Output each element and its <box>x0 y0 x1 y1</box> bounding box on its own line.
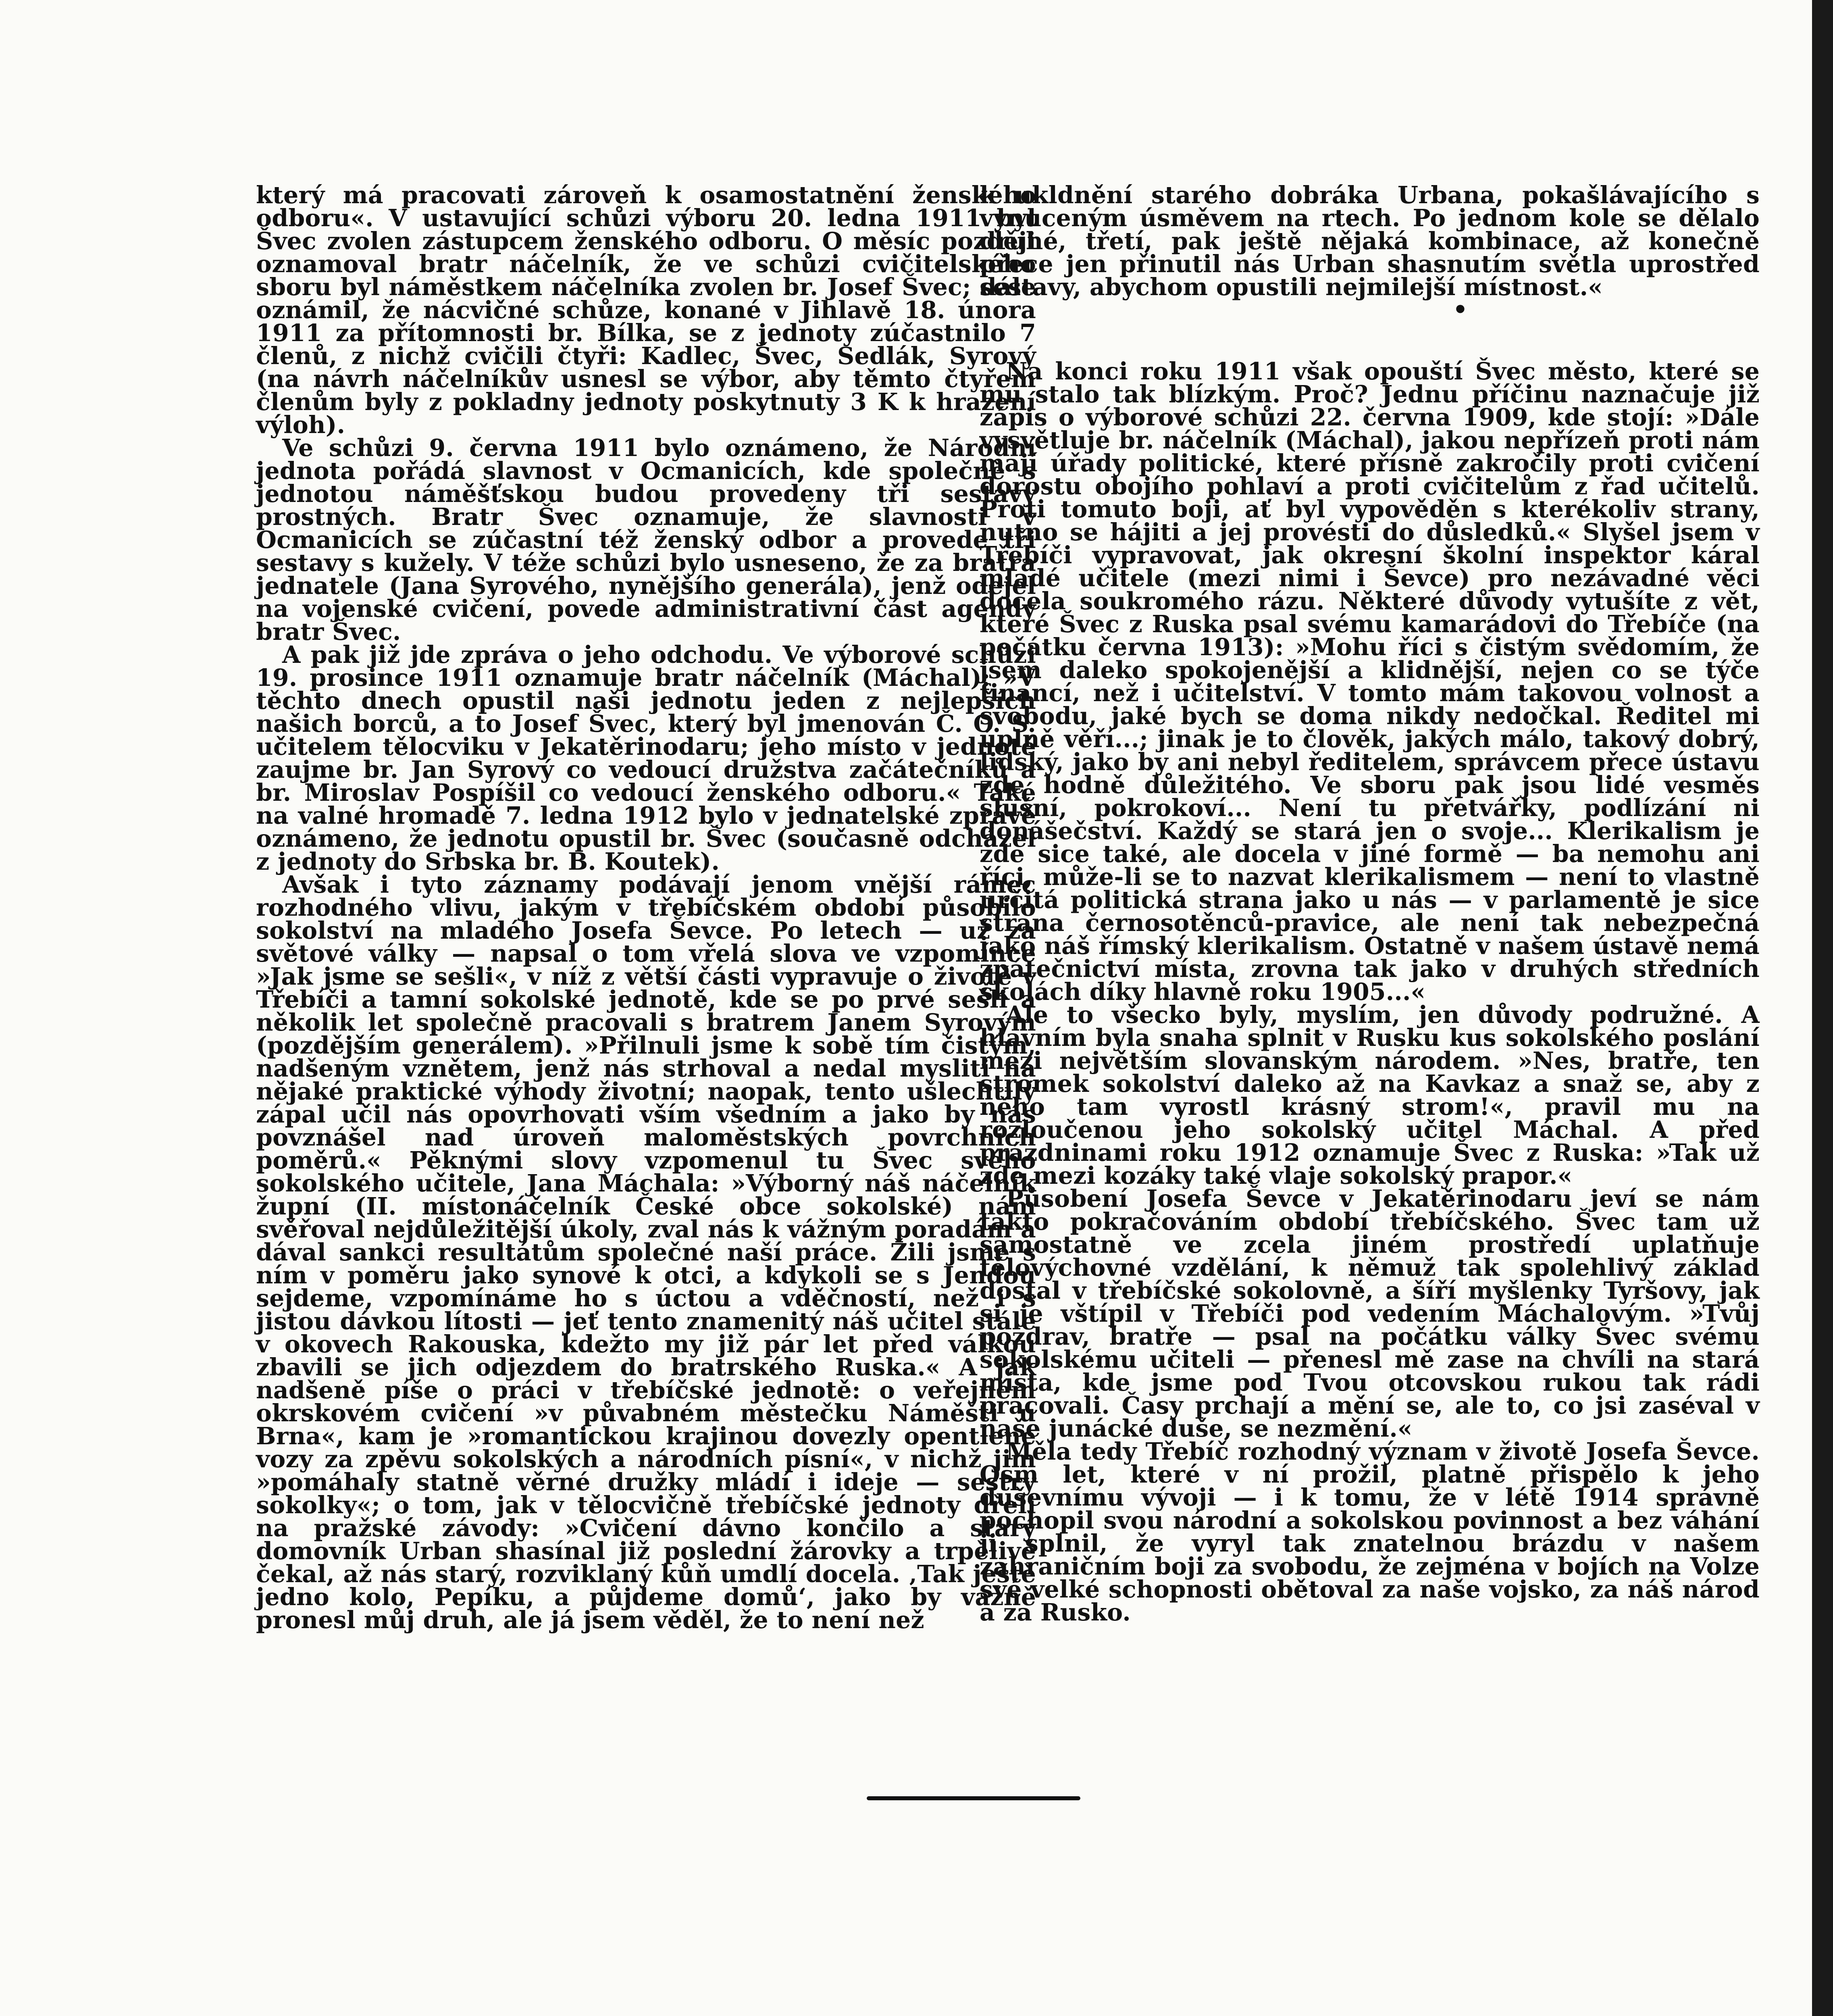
left-text-column <box>256 181 1036 1634</box>
paragraph: k ukldnění starého dobráka Urbana, pokašlávajícího s vynuceným úsměvem na rtech. Po jednom kole se dělalo druhé, třetí, pak ještě nějaká kombinace, až konečně přece jen přinutil nás Urban shasnutím světla uprostřed sestavy, abychom opustili nejmilejší místnost.« <box>980 181 1760 301</box>
paragraph: Působení Josefa Ševce v Jekatěrinodaru jeví se nám takto pokračováním období třebíčského. Švec tam už samostatně ve zcela jiném prostředí uplatňuje tělovýchovné vzdělání, k němuž tak spolehlivý základ dostal v třebíčské sokolovně, a šíří myšlenky Tyršovy, jak si je vštípil v Třebíči pod vedením Máchalovým. »Tvůj pozdrav, bratře — psal na počátku války Švec svému sokolskému učiteli — přenesl mě zase na chvíli na stará místa, kde jsme pod Tvou otcovskou rukou tak rádi pracovali. Časy prchají a mění se, ale to, co jsi zaséval v naše junácké duše, se nezmění.« <box>980 1185 1760 1442</box>
paragraph: Měla tedy Třebíč rozhodný význam v životě Josefa Ševce. Osm let, které v ní prožil, platně přispělo k jeho duševnímu vývoji — i k tomu, že v létě 1914 správně pochopil svou národní a sokolskou povinnost a bez váhání ji splnil, že vyryl tak znatelnou brázdu v našem zahraničním boji za svobodu, že zejména v bojích na Volze své velké schopnosti obětoval za naše vojsko, za náš národ a za Rusko. <box>980 1437 1760 1626</box>
paragraph: Ale to všecko byly, myslím, jen důvody podružné. A hlavním byla snaha splnit v Rusku kus sokolského poslání mezi největším slovanským národem. »Nes, bratře, ten stromek sokolství daleko až na Kavkaz a snaž se, aby z něho tam vyrostl krásný strom!«, pravil mu na rozloučenou jeho sokolský učitel Máchal. A před prázdninami roku 1912 oznamuje Švec z Ruska: »Tak už zde mezi kozáky také vlaje sokolský prapor.« <box>980 1001 1760 1189</box>
paragraph: Avšak i tyto záznamy podávají jenom vnější rámec rozhodného vlivu, jakým v třebíčském období působilo sokolství na mladého Josefa Ševce. Po letech — už za světové války — napsal o tom vřelá slova ve vzpomínce »Jak jsme se sešli«, v níž z větší části vypravuje o životě v Třebíči a tamní sokolské jednotě, kde se po prvé sešli a několik let společně pracovali s bratrem Janem Syrovým (pozdějším generálem). »Přilnuli jsme k sobě tím čistým, nadšeným vznětem, jenž nás strhoval a nedal mysliti na nějaké praktické výhody životní; naopak, tento ušlechtilý zápal učil nás opovrhovati vším všedním a jako by nás povznášel nad úroveň maloměstských povrchních poměrů.« Pěknými slovy vzpomenul tu Švec svého sokolského učitele, Jana Máchala: »Výborný náš náčelník župní (II. místonáčelník České obce sokolské) nám svěřoval nejdůležitější úkoly, zval nás k vážným poradám a dával sankci resultátům společné naší práce. Žili jsme s ním v poměru jako synové k otci, a kdykoli se s Jendou sejdeme, vzpomínáme ho s úctou a vděčností, než i s jistou dávkou lítosti — jeť tento znamenitý náš učitel stále v okovech Rakouska, kdežto my již pár let před válkou zbavili se jich odjezdem do bratrského Ruska.« A jak nadšeně píše o práci v třebíčské jednotě: o veřejném okrskovém cvičení »v půvabném městečku Náměšti u Brna«, kam je »romantickou krajinou dovezly opentlené vozy za zpěvu sokolských a národních písní«, v nichž jim »pomáhaly statně věrné družky mládí i ideje — sestry sokolky«; o tom, jak v tělocvičně třebíčské jednoty dřeli na pražské závody: »Cvičení dávno končilo a starý domovník Urban shasínal již poslední žárovky a trpělivě čekal, až nás starý, rozviklaný kůň umdlí docela. ‚Tak ještě jedno kolo, Pepíku, a půjdeme domů‘, jako by vážně pronesl můj druh, ale já jsem věděl, že to není než <box>256 871 1036 1634</box>
paragraph: Na konci roku 1911 však opouští Švec město, které se mu stalo tak blízkým. Proč? Jednu příčinu naznačuje již zápis o výborové schůzi 22. června 1909, kde stojí: »Dále vysvětluje br. náčelník (Máchal), jakou nepřízeň proti nám mají úřady politické, které přísně zakročily proti cvičení dorostu obojího pohlaví a proti cvičitelům z řad učitelů. Proti tomuto boji, ať byl vypověděn s kterékoliv strany, nutno se hájiti a jej provésti do důsledků.« Slyšel jsem v Třebíči vypravovat, jak okresní školní inspektor káral mladé učitele (mezi nimi i Ševce) pro nezávadné věci docela soukromého rázu. Některé důvody vytušíte z vět, které Švec z Ruska psal svému kamarádovi do Třebíče (na počátku června 1913): »Mohu říci s čistým svědomím, že jsem daleko spokojenější a klidnější, nejen co se týče financí, než i učitelství. V tomto mám takovou volnost a svobodu, jaké bych se doma nikdy nedočkal. Ředitel mi úplně věří...; jinak je to člověk, jakých málo, takový dobrý, lidský, jako by ani nebyl ředitelem, správcem přece ústavu zde hodně důležitého. Ve sboru pak jsou lidé vesměs slušní, pokrokoví... Není tu přetvářky, podlízání ni donášečství. Každý se stará jen o svoje... Klerikalism je zde sice také, ale docela v jiné formě — ba nemohu ani říci, může-li se to nazvat klerikalismem — není to vlastně určitá politická strana jako u nás — v parlamentě je sice strana černosotěnců-pravice, ale není tak nebezpečná jako náš římský klerikalism. Ostatně v našem ústavě nemá zpátečnictví místa, zrovna tak jako v druhých středních školách díky hlavně roku 1905...« <box>980 357 1760 1006</box>
scan-border <box>1812 0 1833 2016</box>
end-rule-divider <box>867 1796 1080 1800</box>
right-text-column <box>980 183 1760 1624</box>
paragraph: který má pracovati zároveň k osamostatnění ženského odboru«. V ustavující schůzi výboru 20. ledna 1911 byl Švec zvolen zástupcem ženského odboru. O měsíc později oznamoval bratr náčelník, že ve schůzi cvičitelského sboru byl náměstkem náčelníka zvolen br. Josef Švec; dále oznámil, že nácvičné schůze, konané v Jihlavě 18. února 1911 za přítomnosti br. Bílka, se z jednoty zúčastnilo 7 členů, z nichž cvičili čtyři: Kadlec, Švec, Sedlák, Syrový (na návrh náčelníkův usnesl se výbor, aby těmto čtyřem členům byly z pokladny jednoty poskytnuty 3 K k hrazení výloh). <box>256 181 1036 439</box>
paragraph: A pak již jde zpráva o jeho odchodu. Ve výborové schůzi 19. prosince 1911 oznamuje bratr náčelník (Máchal): »V těchto dnech opustil naši jednotu jeden z nejlepších našich borců, a to Josef Švec, který byl jmenován Č. O. S. učitelem tělocviku v Jekatěrinodaru; jeho místo v jednotě zaujme br. Jan Syrový co vedoucí družstva začátečníků a br. Miroslav Pospíšil co vedoucí ženského odboru.« Také na valné hromadě 7. ledna 1912 bylo v jednatelské zprávě oznámeno, že jednotu opustil br. Švec (současně odcházel z jednoty do Srbska br. B. Koutek). <box>256 641 1036 875</box>
paragraph: Ve schůzi 9. června 1911 bylo oznámeno, že Národní jednota pořádá slavnost v Ocmanicích, kde společně s jednotou náměšťskou budou provedeny tři sestavy prostných. Bratr Švec oznamuje, že slavnosti v Ocmanicích se zúčastní též ženský odbor a provede tři sestavy s kužely. V téže schůzi bylo usneseno, že za bratra jednatele (Jana Syrového, nynějšího generála), jenž odejel na vojenské cvičení, povede administrativní část agendy bratr Švec. <box>256 434 1036 646</box>
section-separator-dot: • <box>1452 296 1468 323</box>
